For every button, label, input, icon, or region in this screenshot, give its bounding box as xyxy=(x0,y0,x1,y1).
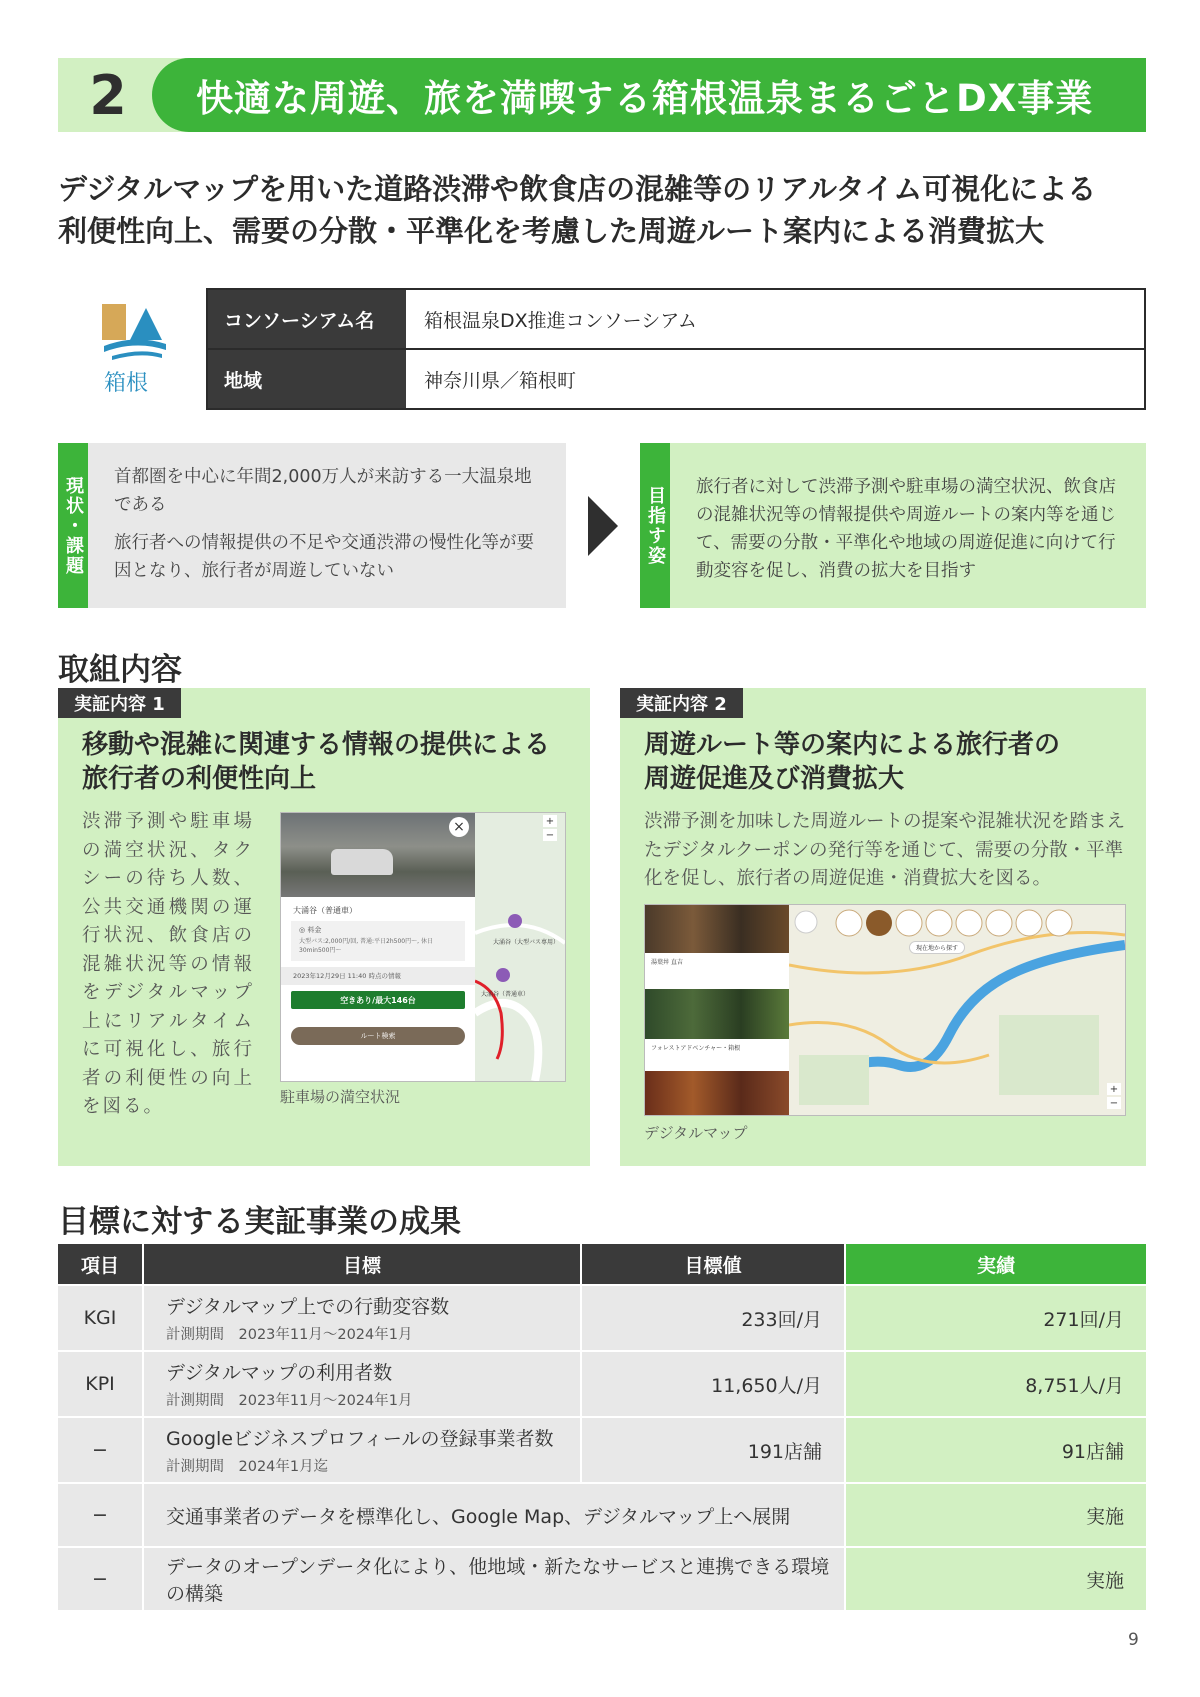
map-label-1: 大涌谷（大型バス専用） xyxy=(493,939,560,946)
close-icon[interactable]: × xyxy=(449,817,469,837)
demo-panel-1 xyxy=(58,688,590,1166)
row-1-period: 計測期間 2023年11月〜2024年1月 xyxy=(166,1327,413,1343)
fee-label: ◎ 料金 xyxy=(299,926,322,934)
right-arrow-icon xyxy=(588,496,618,556)
map-label-2: 大涌谷（普通車） xyxy=(481,991,530,998)
hakone-map xyxy=(789,905,1125,1115)
timestamp: 2023年12月29日 11:40 時点の情報 xyxy=(293,972,401,980)
parking-map xyxy=(475,813,565,1081)
timestamp-bar xyxy=(281,967,475,985)
goal-label: 目指す姿 xyxy=(640,443,670,608)
zoom-out-button[interactable]: − xyxy=(543,829,557,841)
zoom-in-button[interactable]: + xyxy=(543,815,557,827)
current-location-pin[interactable]: 現在地から探す xyxy=(909,941,965,954)
row-3-goal xyxy=(144,1418,580,1482)
row-5-item: − xyxy=(58,1548,142,1610)
row-1-target: 233回/月 xyxy=(582,1286,844,1350)
demo-heading-1 xyxy=(82,728,582,796)
list-item-2[interactable]: フォレストアドベンチャー・箱根 xyxy=(651,1045,741,1052)
photo-1 xyxy=(645,905,789,953)
demo-panel-2 xyxy=(620,688,1146,1166)
row-5-actual: 実施 xyxy=(846,1548,1146,1610)
current-issues-label: 現状・課題 xyxy=(58,443,88,608)
row-5-goal xyxy=(144,1548,844,1610)
row-1-item: KGI xyxy=(58,1286,142,1350)
page-number: 9 xyxy=(1128,1630,1139,1650)
row-1-goal xyxy=(144,1286,580,1350)
demo-caption-1: 駐車場の満空状況 xyxy=(280,1088,401,1106)
parking-place: 大涌谷（普通車） xyxy=(293,906,357,915)
current-issues-p2: 旅行者への情報提供の不足や交通渋滞の慢性化等が要因となり、旅行者が周遊していない xyxy=(114,533,534,581)
parking-screenshot xyxy=(280,812,566,1082)
results-title: 目標に対する実証事業の成果 xyxy=(58,1204,461,1240)
zoom-in-button-2[interactable]: + xyxy=(1107,1083,1121,1095)
demo-heading-2 xyxy=(644,728,1134,796)
header-actual: 実績 xyxy=(846,1244,1146,1284)
consortium-info-table xyxy=(206,288,1146,410)
region-label: 地域 xyxy=(208,350,406,408)
row-2-item: KPI xyxy=(58,1352,142,1416)
list-item-1[interactable]: 湯葉丼 直吉 xyxy=(651,959,683,966)
header-item: 項目 xyxy=(58,1244,142,1284)
fee-box xyxy=(291,921,465,961)
row-3-target: 191店舗 xyxy=(582,1418,844,1482)
current-issues-p1: 首都圏を中心に年間2,000万人が来訪する一大温泉地である xyxy=(114,467,532,515)
current-issues-text xyxy=(114,463,544,595)
demo-tag-1: 実証内容 1 xyxy=(58,688,181,718)
header-goal: 目標 xyxy=(144,1244,580,1284)
page-title-text: 快適な周遊、旅を満喫する箱根温泉まるごとDX事業 xyxy=(196,77,1094,120)
fee-detail: 大型バス:2,000円/回, 普通:平日2h500円〜, 休日30min500円〜 xyxy=(299,938,433,954)
route-search-button[interactable]: ルート検索 xyxy=(291,1027,465,1045)
current-issues-box xyxy=(58,443,566,608)
row-3-actual: 91店舗 xyxy=(846,1418,1146,1482)
demo-caption-2: デジタルマップ xyxy=(644,1124,748,1142)
goal-box xyxy=(640,443,1146,608)
region-value: 神奈川県／箱根町 xyxy=(424,369,577,392)
photo-3 xyxy=(645,1071,789,1115)
header-target: 目標値 xyxy=(582,1244,844,1284)
page-title xyxy=(152,58,1146,132)
efforts-title: 取組内容 xyxy=(58,652,182,688)
consortium-row xyxy=(208,290,1144,348)
zoom-out-button-2[interactable]: − xyxy=(1107,1097,1121,1109)
demo-heading-2-line-2: 周遊促進及び消費拡大 xyxy=(644,764,905,794)
logo-text: 箱根 xyxy=(104,371,149,396)
row-3-item: − xyxy=(58,1418,142,1482)
demo-body-2: 渋滞予測を加味した周遊ルートの提案や混雑状況を踏まえたデジタルクーポンの発行等を通じて、需要の分散・平準化を促し、旅行者の周遊促進・消費拡大を図る。 xyxy=(644,811,1126,889)
availability-button[interactable]: 空きあり/最大146台 xyxy=(291,991,465,1009)
row-5-goal-text: データのオープンデータ化により、他地域・新たなサービスと連携できる環境の構築 xyxy=(166,1556,830,1605)
consortium-value: 箱根温泉DX推進コンソーシアム xyxy=(424,309,697,332)
row-4-item: − xyxy=(58,1484,142,1546)
goal-text: 旅行者に対して渋滞予測や駐車場の満空状況、飲食店の混雑状況等の情報提供や周遊ルートの案内等を通じて、需要の分散・平準化や地域の周遊促進に向けて行動変容を促し、消費の拡大を目指す xyxy=(696,477,1116,581)
row-2-goal-text: デジタルマップの利用者数 xyxy=(166,1362,393,1384)
row-1-actual: 271回/月 xyxy=(846,1286,1146,1350)
subtitle-line-1: デジタルマップを用いた道路渋滞や飲食店の混雑等のリアルタイム可視化による xyxy=(58,172,1097,206)
consortium-label: コンソーシアム名 xyxy=(208,290,406,348)
row-3-period: 計測期間 2024年1月迄 xyxy=(166,1459,329,1475)
row-3-goal-text: Googleビジネスプロフィールの登録事業者数 xyxy=(166,1428,554,1450)
demo-body-1: 渋滞予測や駐車場の満空状況、タクシーの待ち人数、公共交通機関の運行状況、飲食店の混雑状況等の情報をデジタルマップ上にリアルタイムに可視化し、旅行者の利便性の向上を図る。 xyxy=(82,811,254,1117)
row-2-period: 計測期間 2023年11月〜2024年1月 xyxy=(166,1393,413,1409)
photo-list xyxy=(645,905,789,1115)
hakone-logo xyxy=(100,300,170,362)
demo-heading-2-line-1: 周遊ルート等の案内による旅行者の xyxy=(644,730,1061,760)
row-2-target: 11,650人/月 xyxy=(582,1352,844,1416)
region-row xyxy=(208,348,1144,408)
row-4-goal xyxy=(144,1484,844,1546)
digital-map-screenshot xyxy=(644,904,1126,1116)
map-pin-2 xyxy=(496,968,510,982)
row-2-actual: 8,751人/月 xyxy=(846,1352,1146,1416)
row-2-goal xyxy=(144,1352,580,1416)
subtitle-line-2: 利便性向上、需要の分散・平準化を考慮した周遊ルート案内による消費拡大 xyxy=(58,214,1045,248)
demo-heading-1-line-2: 旅行者の利便性向上 xyxy=(82,764,317,794)
demo-tag-2: 実証内容 2 xyxy=(620,688,743,718)
map-pin-1 xyxy=(508,914,522,928)
parking-card xyxy=(281,897,475,1081)
subtitle xyxy=(58,168,1158,252)
demo-heading-1-line-1: 移動や混雑に関連する情報の提供による xyxy=(82,730,551,760)
row-4-actual: 実施 xyxy=(846,1484,1146,1546)
row-1-goal-text: デジタルマップ上での行動変容数 xyxy=(166,1296,450,1318)
photo-2 xyxy=(645,989,789,1039)
car-shape xyxy=(331,849,393,875)
row-4-goal-text: 交通事業者のデータを標準化し、Google Map、デジタルマップ上へ展開 xyxy=(166,1505,791,1528)
section-number: 2 xyxy=(89,63,127,127)
